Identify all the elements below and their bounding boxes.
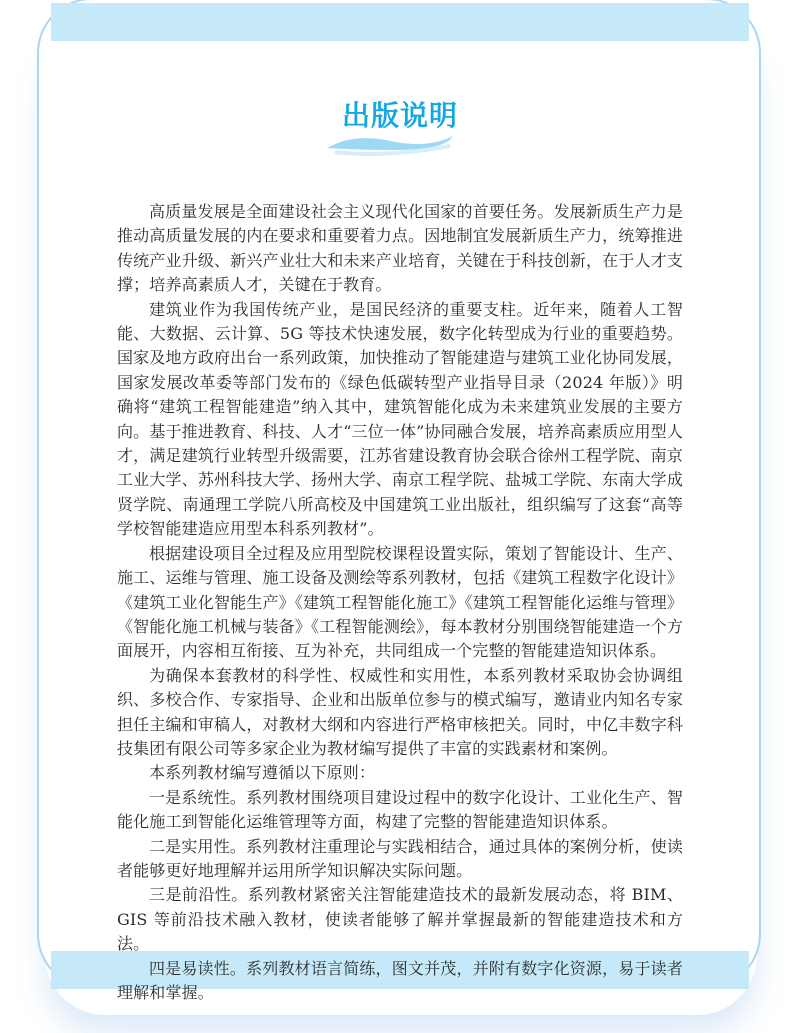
paragraph: 建筑业作为我国传统产业，是国民经济的重要支柱。近年来，随着人工智能、大数据、云计算、5G 等技术快速发展，数字化转型成为行业的重要趋势。国家及地方政府出台一系列政策，加快推动了智能建造与建筑工业化协同发展，国家发展改革委等部门发布的《绿色低碳转型产业指导目录（2024 年版）》明确将“建筑工程智能建造”纳入其中，建筑智能化成为未来建筑业发展的主要方向。基于推进教育、科技、人才“三位一体”协同融合发展，培养高素质应用型人才，满足建筑行业转型升级需要，江苏省建设教育协会联合徐州工程学院、南京工业大学、苏州科技大学、扬州大学、南京工程学院、盐城工学院、东南大学成贤学院、南通理工学院八所高校及中国建筑工业出版社，组织编写了这套“高等学校智能建造应用型本科系列教材”。 [117,299,683,539]
paragraph: 二是实用性。系列教材注重理论与实践相结合，通过具体的案例分析，使读者能够更好地理解并运用所学知识解决实际问题。 [117,836,683,880]
top-decorative-band [51,3,749,41]
paragraph: 三是前沿性。系列教材紧密关注智能建造技术的最新发展动态，将 BIM、GIS 等前沿技术融入教材，使读者能够了解并掌握最新的智能建造技术和方法。 [117,885,683,954]
paragraph: 本系列教材编写遵循以下原则： [149,763,376,783]
paragraph: 为确保本套教材的科学性、权威性和实用性，本系列教材采取协会协调组织、多校合作、专家指导、企业和出版单位参与的模式编写，邀请业内知名专家担任主编和审稿人，对教材大纲和内容进行严格审核把关。同时，中亿丰数字科技集团有限公司等多家企业为教材编写提供了丰富的实践素材和案例。 [117,665,683,758]
page-title: 出版说明 [341,99,458,132]
paragraph: 一是系统性。系列教材围绕项目建设过程中的数字化设计、工业化生产、智能化施工到智能化运维管理等方面，构建了完整的智能建造知识体系。 [117,787,683,832]
paragraph: 四是易读性。系列教材语言简练，图文并茂，并附有数字化资源，易于读者理解和掌握。 [117,958,683,1002]
preface-body [117,200,683,1005]
title-swoosh-decoration [325,128,465,158]
paragraph: 高质量发展是全面建设社会主义现代化国家的首要任务。发展新质生产力是推动高质量发展的内在要求和重要着力点。因地制宜发展新质生产力，统筹推进传统产业升级、新兴产业壮大和未来产业培育，关键在于科技创新，在于人才支撑；培养高素质人才，关键在于教育。 [117,202,683,295]
paragraph: 根据建设项目全过程及应用型院校课程设置实际，策划了智能设计、生产、施工、运维与管理、施工设备及测绘等系列教材，包括《建筑工程数字化设计》《建筑工业化智能生产》《建筑工程智能化施工》《建筑工程智能化运维与管理》《智能化施工机械与装备》《工程智能测绘》，每本教材分别围绕智能建造一个方面展开，内容相互衔接、互为补充，共同组成一个完整的智能建造知识体系。 [117,543,683,661]
